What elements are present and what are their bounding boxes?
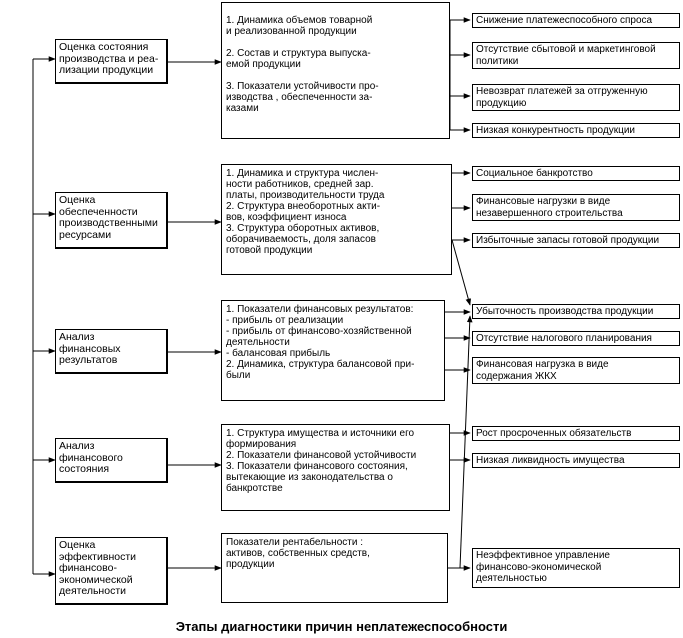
text-line: лизации продукции [59,64,154,76]
text-line: продукцию [476,97,527,109]
text-line: 1. Структура имущества и источники его [226,428,415,439]
text-line: содержания ЖКХ [476,370,557,382]
text-line: 1. Динамика и структура числен- [226,168,379,179]
text-line: Оценка [59,194,96,206]
line-gap [226,37,445,48]
diagonal-ind2-to-cause-8 [452,240,470,305]
text-line: политики [476,55,519,67]
text-line: Анализ [59,440,95,452]
stage-box-2 [55,192,168,249]
text-line: Показатели рентабельности : [226,537,363,548]
text-line: эффективности [59,550,137,563]
text-line: финансово-экономической [476,561,602,573]
text-line: Неэффективное управление [476,550,610,561]
text-line: Анализ [59,331,95,343]
text-line: вов, коэффициент износа [226,212,347,223]
text-line: Оценка [59,539,96,551]
text-line: ресурсами [59,228,112,241]
text-line: вытекающие из законодательства о [226,472,393,483]
stage-box-5 [55,537,168,605]
text-line: банкротстве [226,483,283,494]
indicators-box-2 [221,164,452,275]
cause-box-11 [472,426,680,441]
cause-box-3 [472,84,680,111]
cause-box-1 [472,13,680,28]
text-line: финансовых [59,342,121,355]
stage-box-4 [55,438,168,483]
text-line: емой продукции [226,59,301,70]
text-line: 2. Показатели финансовой устойчивости [226,450,417,461]
text-line: Социальное банкротство [476,168,593,179]
text-line: - балансовая прибыль [226,348,331,359]
text-line: изводства , обеспеченности за- [226,92,373,103]
text-line: ности работников, средней зар. [226,179,374,190]
text-line: результатов [59,354,118,366]
cause-box-2 [472,42,680,69]
text-line: деятельностью [476,573,547,584]
diagram-caption: Этапы диагностики причин неплатежеспособности [175,619,508,634]
text-line: 3. Показатели устойчивости про- [226,81,379,92]
text-line: - прибыль от реализации [226,315,344,326]
text-line: платы, производительности труда [226,190,385,201]
text-line: финансово- [59,562,117,574]
text-line: 3. Структура оборотных активов, [226,223,380,234]
cause-box-8 [472,304,680,319]
text-line: Финансовая нагрузка в виде [476,359,609,370]
indicators-box-5 [221,533,448,603]
text-line: активов, собственных средств, [226,548,370,559]
indicators-box-3 [221,300,445,401]
cause-box-13 [472,548,680,588]
cause-box-6 [472,194,680,221]
stage-box-3 [55,329,168,374]
text-line: незавершенного строительства [476,207,623,219]
text-line: Рост просроченных обязательств [476,428,632,439]
text-line: 2. Структура внеоборотных акти- [226,201,381,212]
text-line: финансового [59,451,123,464]
text-line: производства и реа- [59,52,159,65]
indicators-box-1 [221,2,450,139]
text-line: Низкая ликвидность имущества [476,455,625,466]
text-line: казами [226,103,259,114]
text-line: Финансовые нагрузки в виде [476,196,611,207]
text-line: 2. Состав и структура выпуска- [226,48,371,59]
text-line: Отсутствие сбытовой и маркетинговой [476,44,656,55]
diagonal-ind5-to-cause-8 [460,316,470,568]
text-line: 1. Показатели финансовых результатов: [226,304,414,315]
text-line: производственными [59,217,158,229]
text-line: Оценка состояния [59,41,149,53]
text-line: Избыточные запасы готовой продукции [476,235,660,246]
text-line: деятельности [59,585,126,597]
cause-box-9 [472,331,680,346]
text-line: и реализованной продукции [226,26,357,37]
text-line: экономической [59,573,133,586]
text-line: Убыточность производства продукции [476,306,654,317]
text-line: Снижение платежеспособного спроса [476,15,653,26]
stage-box-1 [55,39,168,84]
indicators-box-4 [221,424,450,511]
text-line: готовой продукции [226,245,313,256]
text-line: формирования [226,439,297,450]
text-line: обеспеченности [59,205,138,218]
text-line: продукции [226,559,275,570]
cause-box-7 [472,233,680,248]
text-line: Невозврат платежей за отгруженную [476,86,648,97]
text-line: - прибыль от финансово-хозяйственной [226,326,412,337]
text-line: Отсутствие налогового планирования [476,333,652,344]
text-line: 1. Динамика объемов товарной [226,15,373,26]
line-gap [226,70,445,81]
text-line: деятельности [226,337,290,348]
text-line: состояния [59,463,110,475]
cause-box-10 [472,357,680,384]
text-line: были [226,370,251,381]
text-line: оборачиваемость, доля запасов [226,234,376,245]
cause-box-5 [472,166,680,181]
text-line: 3. Показатели финансового состояния, [226,461,408,472]
text-line: Низкая конкурентность продукции [476,125,635,136]
text-line: 2. Динамика, структура балансовой при- [226,359,415,370]
cause-box-12 [472,453,680,468]
cause-box-4 [472,123,680,138]
